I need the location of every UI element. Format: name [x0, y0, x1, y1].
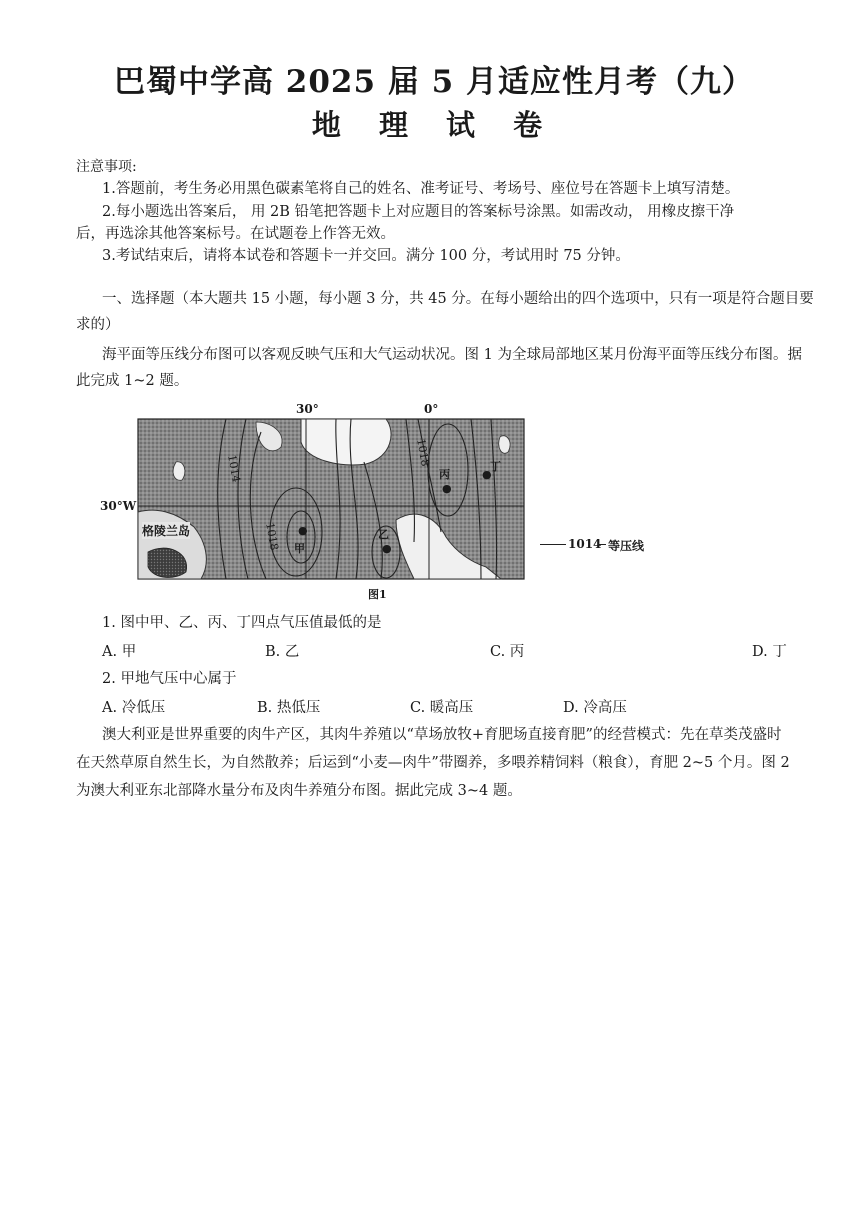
isobar-map-svg — [96, 402, 656, 607]
page-title: 巴蜀中学高 2025 届 5 月适应性月考（九） — [113, 64, 755, 100]
isobar-1014-label: 1014 — [225, 453, 243, 484]
q2-option-c[interactable]: C. 暖高压 — [410, 700, 474, 716]
notice-item-1: 1.答题前，考生务必用黑色碳素笔将自己的姓名、准考证号、考场号、座位号在答题卡上填写清楚。 — [102, 181, 740, 197]
land-patch-2 — [173, 462, 185, 480]
legend-dash — [598, 544, 606, 545]
page-subtitle: 地 理 试 卷 — [311, 108, 557, 142]
intro1-line2: 此完成 1~2 题。 — [76, 373, 189, 389]
point-bing-dot: ● — [442, 482, 452, 495]
point-yi-dot: ● — [382, 542, 392, 555]
point-bing-label: 丙 — [439, 468, 450, 481]
isobar-1018-label-b: 1018 — [414, 437, 432, 468]
legend-line — [540, 544, 566, 545]
point-jia-dot: ● — [298, 524, 308, 537]
notice-heading: 注意事项: — [76, 159, 137, 175]
point-jia-label: 甲 — [294, 542, 305, 555]
q1-option-b[interactable]: B. 乙 — [265, 644, 300, 660]
point-ding-label: 丁 — [490, 460, 501, 473]
q1-option-c[interactable]: C. 丙 — [490, 644, 525, 660]
intro2-line3: 为澳大利亚东北部降水量分布及肉牛养殖分布图。据此完成 3~4 题。 — [76, 783, 522, 799]
intro1-line1: 海平面等压线分布图可以客观反映气压和大气运动状况。图 1 为全球局部地区某月份海平面等压线分布图。据 — [102, 347, 802, 363]
q1-stem: 1. 图中甲、乙、丙、丁四点气压值最低的是 — [102, 615, 382, 631]
point-ding-dot: ● — [482, 468, 492, 481]
figure-1-isobar-map — [96, 402, 656, 607]
q2-option-d[interactable]: D. 冷高压 — [563, 700, 627, 716]
notice-item-2-cont: 后，再选涂其他答案标号。在试题卷上作答无效。 — [76, 226, 395, 242]
greenland-label: 格陵兰岛 — [142, 524, 191, 538]
section-heading-line2: 求的） — [76, 317, 120, 333]
notice-item-3: 3.考试结束后，请将本试卷和答题卡一并交回。满分 100 分，考试用时 75 分钟。 — [102, 248, 630, 264]
lat-30w-label: 30°W — [100, 499, 137, 513]
land-patch-3 — [499, 436, 510, 454]
intro2-line2: 在天然草原自然生长，为自然散养；后运到“小麦—肉牛”带圈养，多喂养精饲料（粮食），育肥 2~5 个月。图 2 — [76, 755, 790, 771]
lon-30-label: 30° — [296, 402, 319, 416]
legend-value: 1014 — [568, 537, 602, 551]
q2-option-b[interactable]: B. 热低压 — [257, 700, 321, 716]
figure-1-caption: 图1 — [368, 588, 387, 601]
notice-item-2: 2.每小题选出答案后， 用 2B 铅笔把答题卡上对应题目的答案标号涂黑。如需改动， 用橡皮擦干净 — [102, 204, 735, 220]
section-heading-line1: 一、选择题（本大题共 15 小题，每小题 3 分，共 45 分。在每小题给出的四个选项中，只有一项是符合题目要 — [102, 291, 814, 307]
lon-0-label: 0° — [424, 402, 439, 416]
intro2-line1: 澳大利亚是世界重要的肉牛产区，其肉牛养殖以“草场放牧+育肥场直接育肥”的经营模式：先在草类茂盛时 — [102, 727, 782, 743]
q1-option-d[interactable]: D. 丁 — [752, 644, 787, 660]
point-yi-label: 乙 — [378, 528, 389, 541]
isobar-1018-label-a: 1018 — [263, 521, 281, 552]
q2-stem: 2. 甲地气压中心属于 — [102, 671, 237, 687]
q1-option-a[interactable]: A. 甲 — [102, 644, 137, 660]
legend-label: 等压线 — [608, 539, 645, 553]
q2-option-a[interactable]: A. 冷低压 — [102, 700, 166, 716]
